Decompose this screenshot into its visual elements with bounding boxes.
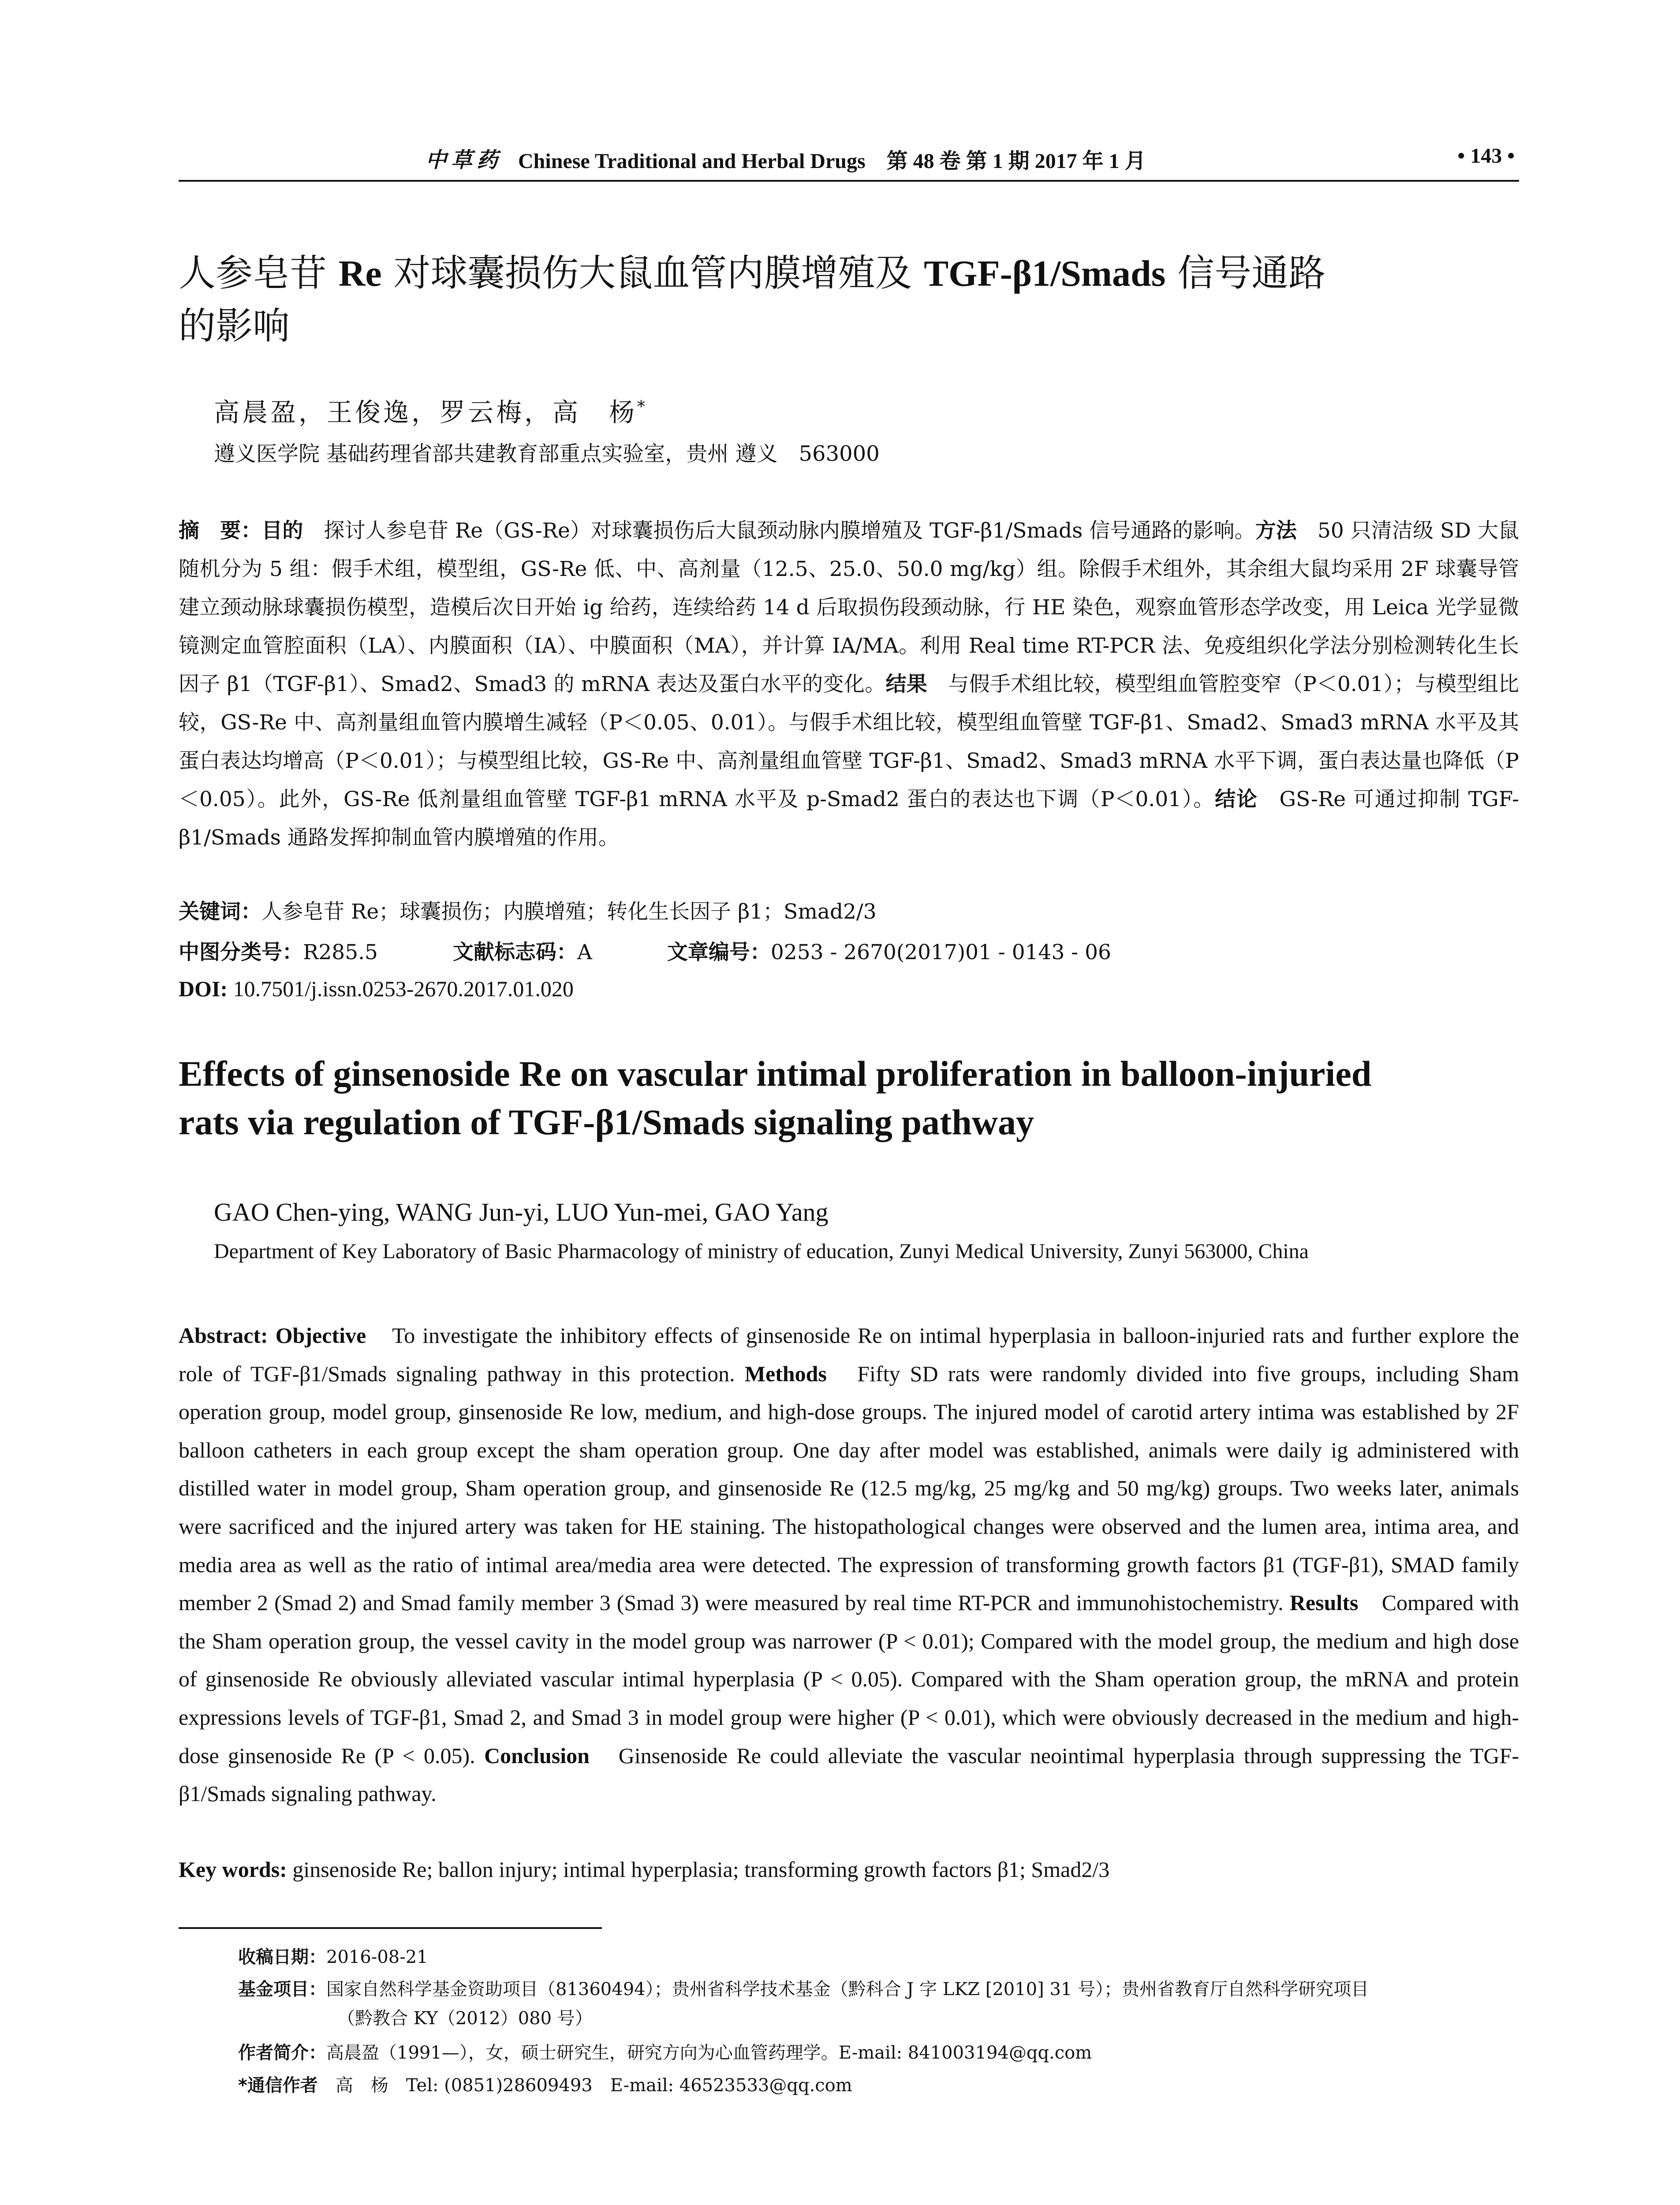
title-text: Effects of ginsenoside Re on vascular intimal proliferation in balloon-injuried (179, 1054, 1372, 1094)
english-keywords (179, 1857, 1519, 1882)
title-text: 对球囊损伤大鼠血管内膜增殖及 (381, 251, 924, 295)
title-text: 信号通路 (1165, 251, 1326, 295)
author-list: 高晨盈，王俊逸，罗云梅，高 杨 (214, 397, 638, 427)
chinese-authors (214, 392, 648, 429)
results-label: 结果 (885, 672, 928, 696)
footnote-divider (179, 1927, 602, 1929)
bio-text: 高晨盈（1991—），女，硕士研究生，研究方向为心血管药理学。E-mail: 841003194@qq.com (326, 2043, 1092, 2063)
footnote-fund (238, 1975, 1517, 2033)
title-text: Re (338, 253, 382, 294)
chinese-title (179, 247, 1501, 352)
clc-value: R285.5 (303, 940, 378, 964)
chinese-abstract (179, 512, 1519, 857)
doccode-value: A (577, 940, 592, 964)
results-text: Compared with the Sham operation group, the vessel cavity in the model group was narrower (P < 0.01); Compared with the model group, the medium and high dose of ginsenoside Re obviously alleviated vascular intimal hyperplasia (P < 0.05). Compared with the Sham operation group, the mRNA and protein expressions levels of TGF-β1, Smad 2, and Smad 3 in model group were higher (P < 0.01), which were obviously decreased in the medium and high-dose ginsenoside Re (P < 0.05). (179, 1590, 1519, 1768)
abstract-label: 摘 要： (179, 519, 262, 543)
fund-text: （黔教合 KY（2012）080 号） (337, 2008, 593, 2029)
conclusion-text: GS-Re 可通过抑制 TGF-β1/Smads 通路发挥抑制血管内膜增殖的作用。 (179, 787, 1519, 850)
corresponding-text: 高 杨 Tel: (0851)28609493 E-mail: 46523533@qq.com (317, 2075, 852, 2096)
keywords-text: ginsenoside Re; ballon injury; intimal hyperplasia; transforming growth factors β1; Smad2/3 (287, 1857, 1110, 1882)
keywords-label: 关键词： (179, 900, 261, 924)
footnote-corresponding (238, 2071, 1517, 2100)
footnote-received (238, 1943, 1517, 1972)
objective-label: 目的 (261, 519, 303, 543)
page-number: • 143 • (1457, 144, 1515, 168)
conclusion-label: 结论 (1215, 787, 1258, 811)
fund-label: 基金项目： (238, 1979, 326, 1999)
doi-value[interactable]: 10.7501/j.issn.0253-2670.2017.01.020 (228, 976, 574, 1001)
received-label: 收稿日期： (238, 1947, 326, 1967)
journal-issue-line: Chinese Traditional and Herbal Drugs 第 48 卷 第 1 期 2017 年 1 月 (518, 149, 1146, 173)
running-header (179, 140, 1519, 182)
methods-label: 方法 (1255, 519, 1297, 543)
journal-logo: 中草药 (426, 148, 503, 172)
fund-text: 国家自然科学基金资助项目（81360494）；贵州省科学技术基金（黔科合 J 字 LKZ [2010] 31 号）；贵州省教育厅自然科学研究项目 (326, 1979, 1369, 1999)
results-text: 与假手术组比较，模型组血管腔变窄（P＜0.01）；与模型组比较，GS-Re 中、高剂量组血管内膜增生减轻（P＜0.05、0.01）。与假手术组比较，模型组血管壁 TGF-β1、Smad2、Smad3 mRNA 水平及其蛋白表达均增高（P＜0.01）；与模型组比较，GS-Re 中、高剂量组血管壁 TGF-β1、Smad2、Smad3 mRNA 水平下调，蛋白表达量也降低（P＜0.05）。此外，GS-Re 低剂量组血管壁 TGF-β1 mRNA 水平及 p-Smad2 蛋白的表达也下调（P＜0.01）。 (179, 672, 1519, 811)
article-no-label: 文章编号： (667, 940, 771, 964)
keywords-text: 人参皂苷 Re；球囊损伤；内膜增殖；转化生长因子 β1；Smad2/3 (261, 900, 877, 924)
conclusion-text: Ginsenoside Re could alleviate the vascular neointimal hyperplasia through suppressing the TGF-β1/Smads signaling pathway. (179, 1743, 1519, 1806)
doi-label: DOI: (179, 976, 228, 1001)
title-text: 的影响 (179, 304, 290, 348)
conclusion-label: Conclusion (484, 1743, 590, 1768)
abstract-label: Abstract: Objective (179, 1323, 366, 1348)
chinese-keywords (179, 895, 877, 925)
clc-label: 中图分类号： (179, 940, 303, 964)
bio-label: 作者简介： (238, 2043, 326, 2063)
keywords-label: Key words: (179, 1857, 287, 1882)
corresponding-label: *通信作者 (238, 2075, 318, 2096)
results-label: Results (1289, 1590, 1359, 1615)
doccode-label: 文献标志码： (452, 940, 577, 964)
received-date: 2016-08-21 (326, 1947, 428, 1967)
chinese-affiliation: 遵义医学院 基础药理省部共建教育部重点实验室，贵州 遵义 563000 (214, 441, 880, 466)
classification-line (179, 936, 1111, 965)
objective-text: To investigate the inhibitory effects of ginsenoside Re on intimal hyperplasia in balloon-injuried rats and further explore the role of TGF-β1/Smads signaling pathway in this protection. (179, 1323, 1519, 1386)
corresponding-mark: * (637, 398, 648, 416)
methods-text: Fifty SD rats were randomly divided into five groups, including Sham operation group, model group, ginsenoside Re low, medium, and high-dose groups. The injured model of carotid artery intima was established by 2F balloon catheters in each group except the sham operation group. One day after model was established, animals were daily ig administered with distilled water in model group, Sham operation group, and ginsenoside Re (12.5 mg/kg, 25 mg/kg and 50 mg/kg) groups. Two weeks later, animals were sacrificed and the injured artery was taken for HE staining. The histopathological changes were observed and the lumen area, intima area, and media area as well as the ratio of intimal area/media area were detected. The expression of transforming growth factors β1 (TGF-β1), SMAD family member 2 (Smad 2) and Smad family member 3 (Smad 3) were measured by real time RT-PCR and immunohistochemistry. (179, 1361, 1519, 1615)
methods-label: Methods (744, 1361, 827, 1386)
title-text: TGF-β1/Smads (924, 253, 1166, 294)
title-text: rats via regulation of TGF-β1/Smads signaling pathway (179, 1102, 1034, 1142)
footnote-author-bio (238, 2038, 1517, 2067)
methods-text: 50 只清洁级 SD 大鼠随机分为 5 组：假手术组，模型组，GS-Re 低、中、高剂量（12.5、25.0、50.0 mg/kg）组。除假手术组外，其余组大鼠均采用 2F 球囊导管建立颈动脉球囊损伤模型，造模后次日开始 ig 给药，连续给药 14 d 后取损伤段颈动脉，行 HE 染色，观察血管形态学改变，用 Leica 光学显微镜测定血管腔面积（LA）、内膜面积（IA）、中膜面积（MA），并计算 IA/MA。利用 Real time RT-PCR 法、免疫组织化学法分别检测转化生长因子 β1（TGF-β1）、Smad2、Smad3 的 mRNA 表达及蛋白水平的变化。 (179, 519, 1519, 696)
english-authors: GAO Chen-ying, WANG Jun-yi, LUO Yun-mei, GAO Yang (214, 1198, 829, 1226)
english-abstract (179, 1316, 1519, 1813)
objective-text: 探讨人参皂苷 Re（GS-Re）对球囊损伤后大鼠颈动脉内膜增殖及 TGF-β1/Smads 信号通路的影响。 (303, 519, 1255, 543)
doi-line (179, 976, 574, 1002)
title-text: 人参皂苷 (179, 251, 339, 295)
english-title (179, 1050, 1501, 1147)
article-no-value: 0253 - 2670(2017)01 - 0143 - 06 (770, 940, 1111, 964)
english-affiliation: Department of Key Laboratory of Basic Pharmacology of ministry of education, Zunyi Medical University, Zunyi 563000, China (214, 1240, 1309, 1263)
